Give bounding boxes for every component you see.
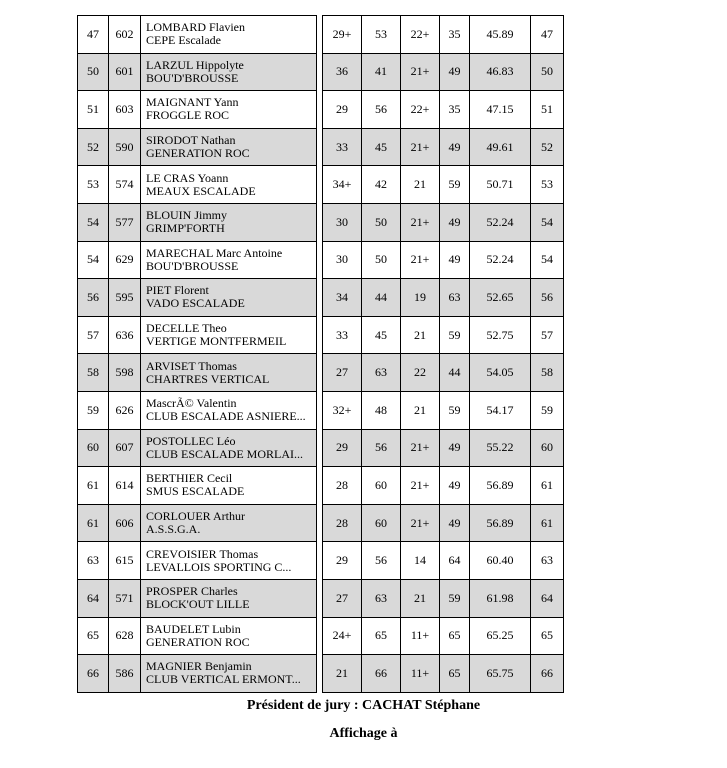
qualif1-result-cell: 30 (323, 203, 362, 241)
competitor-name: MAGNIER Benjamin (146, 659, 252, 674)
qualif2-result-cell: 21+ (401, 429, 440, 467)
rank-cell: 53 (78, 166, 109, 204)
score-cell: 56.89 (470, 467, 531, 505)
final-rank-cell: 53 (531, 166, 564, 204)
qualif2-result-cell: 21+ (401, 241, 440, 279)
qualif2-rank-cell: 49 (440, 53, 470, 91)
table-row (78, 504, 564, 542)
qualif2-result-cell: 14 (401, 542, 440, 580)
final-rank-cell: 66 (531, 655, 564, 693)
competitor-club: CEPE Escalade (146, 33, 221, 48)
table-row (78, 16, 564, 54)
qualif1-rank-cell: 50 (362, 241, 401, 279)
qualif1-result-cell: 33 (323, 128, 362, 166)
table-row (78, 467, 564, 505)
competitor-club: A.S.S.G.A. (146, 522, 201, 537)
bib-cell: 577 (109, 203, 141, 241)
bib-cell: 603 (109, 91, 141, 129)
qualif1-rank-cell: 42 (362, 166, 401, 204)
table-row (78, 53, 564, 91)
table-row (78, 91, 564, 129)
qualif1-result-cell: 28 (323, 467, 362, 505)
competitor-club: FROGGLE ROC (146, 108, 230, 123)
competitor-club: BOU'D'BROUSSE (146, 70, 239, 85)
qualif2-result-cell: 21+ (401, 53, 440, 91)
qualif2-result-cell: 21+ (401, 203, 440, 241)
competitor-club: CLUB ESCALADE ASNIERE... (146, 409, 306, 424)
table-row (78, 429, 564, 467)
competitor-cell (141, 542, 317, 580)
final-rank-cell: 51 (531, 91, 564, 129)
competitor-club: VERTIGE MONTFERMEIL (146, 334, 287, 349)
qualif1-rank-cell: 65 (362, 617, 401, 655)
qualif1-result-cell: 30 (323, 241, 362, 279)
competitor-cell (141, 504, 317, 542)
bib-cell: 601 (109, 53, 141, 91)
score-cell: 65.25 (470, 617, 531, 655)
competitor-cell (141, 354, 317, 392)
qualif2-rank-cell: 49 (440, 429, 470, 467)
qualif1-rank-cell: 50 (362, 203, 401, 241)
final-rank-cell: 52 (531, 128, 564, 166)
competitor-name: MascrÃ© Valentin (146, 396, 237, 411)
competitor-cell (141, 391, 317, 429)
results-table-body (78, 16, 564, 693)
qualif2-rank-cell: 65 (440, 617, 470, 655)
qualif1-result-cell: 36 (323, 53, 362, 91)
score-cell: 50.71 (470, 166, 531, 204)
rank-cell: 63 (78, 542, 109, 580)
qualif1-rank-cell: 56 (362, 429, 401, 467)
qualif1-rank-cell: 63 (362, 354, 401, 392)
competitor-name: PROSPER Charles (146, 584, 238, 599)
qualif2-rank-cell: 49 (440, 241, 470, 279)
competitor-club: MEAUX ESCALADE (146, 183, 256, 198)
qualif2-result-cell: 21+ (401, 128, 440, 166)
qualif1-result-cell: 34 (323, 279, 362, 317)
competitor-club: GENERATION ROC (146, 634, 250, 649)
qualif2-result-cell: 22+ (401, 16, 440, 54)
qualif2-result-cell: 21+ (401, 504, 440, 542)
final-rank-cell: 61 (531, 467, 564, 505)
competitor-club: CHARTRES VERTICAL (146, 371, 270, 386)
score-cell: 61.98 (470, 579, 531, 617)
qualif2-result-cell: 21 (401, 579, 440, 617)
qualif1-rank-cell: 56 (362, 542, 401, 580)
bib-cell: 607 (109, 429, 141, 467)
table-row (78, 579, 564, 617)
final-rank-cell: 61 (531, 504, 564, 542)
table-row (78, 316, 564, 354)
table-row (78, 391, 564, 429)
competitor-club: CLUB ESCALADE MORLAI... (146, 446, 304, 461)
qualif1-result-cell: 32+ (323, 391, 362, 429)
rank-cell: 54 (78, 241, 109, 279)
rank-cell: 64 (78, 579, 109, 617)
rank-cell: 60 (78, 429, 109, 467)
competitor-club: SMUS ESCALADE (146, 484, 245, 499)
rank-cell: 66 (78, 655, 109, 693)
bib-cell: 626 (109, 391, 141, 429)
competitor-cell (141, 128, 317, 166)
competitor-club: CLUB VERTICAL ERMONT... (146, 672, 301, 687)
qualif1-rank-cell: 45 (362, 316, 401, 354)
bib-cell: 615 (109, 542, 141, 580)
final-rank-cell: 59 (531, 391, 564, 429)
qualif1-result-cell: 29 (323, 91, 362, 129)
final-rank-cell: 60 (531, 429, 564, 467)
qualif2-rank-cell: 59 (440, 316, 470, 354)
score-cell: 46.83 (470, 53, 531, 91)
competitor-cell (141, 91, 317, 129)
score-cell: 47.15 (470, 91, 531, 129)
bib-cell: 602 (109, 16, 141, 54)
competitor-cell (141, 467, 317, 505)
qualif2-result-cell: 19 (401, 279, 440, 317)
table-row (78, 655, 564, 693)
competitor-name: BAUDELET Lubin (146, 621, 241, 636)
rank-cell: 59 (78, 391, 109, 429)
rank-cell: 47 (78, 16, 109, 54)
competitor-cell (141, 166, 317, 204)
competitor-name: ARVISET Thomas (146, 358, 237, 373)
score-cell: 65.75 (470, 655, 531, 693)
qualif2-result-cell: 11+ (401, 617, 440, 655)
results-table (77, 15, 564, 693)
bib-cell: 571 (109, 579, 141, 617)
qualif2-result-cell: 21 (401, 316, 440, 354)
rank-cell: 54 (78, 203, 109, 241)
final-rank-cell: 64 (531, 579, 564, 617)
jury-president: Président de jury : CACHAT Stéphane (246, 698, 481, 713)
qualif2-rank-cell: 63 (440, 279, 470, 317)
score-cell: 52.75 (470, 316, 531, 354)
bib-cell: 606 (109, 504, 141, 542)
competitor-name: CREVOISIER Thomas (146, 546, 259, 561)
competitor-cell (141, 279, 317, 317)
qualif2-rank-cell: 59 (440, 579, 470, 617)
table-row (78, 203, 564, 241)
qualif2-rank-cell: 35 (440, 91, 470, 129)
qualif1-result-cell: 28 (323, 504, 362, 542)
rank-cell: 61 (78, 467, 109, 505)
competitor-club: LEVALLOIS SPORTING C... (146, 559, 292, 574)
qualif2-rank-cell: 49 (440, 467, 470, 505)
competitor-cell (141, 617, 317, 655)
qualif1-result-cell: 33 (323, 316, 362, 354)
bib-cell: 586 (109, 655, 141, 693)
qualif1-rank-cell: 44 (362, 279, 401, 317)
competitor-club: BLOCK'OUT LILLE (146, 597, 250, 612)
table-row (78, 354, 564, 392)
qualif2-rank-cell: 35 (440, 16, 470, 54)
competitor-name: SIRODOT Nathan (146, 133, 236, 148)
qualif1-rank-cell: 63 (362, 579, 401, 617)
qualif2-result-cell: 21+ (401, 467, 440, 505)
score-cell: 49.61 (470, 128, 531, 166)
competitor-cell (141, 655, 317, 693)
qualif2-result-cell: 11+ (401, 655, 440, 693)
competitor-name: BLOUIN Jimmy (146, 208, 227, 223)
table-row (78, 279, 564, 317)
qualif1-result-cell: 27 (323, 354, 362, 392)
bib-cell: 598 (109, 354, 141, 392)
competitor-cell (141, 16, 317, 54)
competitor-cell (141, 316, 317, 354)
score-cell: 52.24 (470, 241, 531, 279)
qualif1-rank-cell: 48 (362, 391, 401, 429)
bib-cell: 636 (109, 316, 141, 354)
rank-cell: 50 (78, 53, 109, 91)
rank-cell: 58 (78, 354, 109, 392)
score-cell: 55.22 (470, 429, 531, 467)
score-cell: 52.24 (470, 203, 531, 241)
table-row (78, 166, 564, 204)
competitor-club: GRIMP'FORTH (146, 221, 225, 236)
final-rank-cell: 58 (531, 354, 564, 392)
competitor-name: PIET Florent (146, 283, 209, 298)
competitor-cell (141, 429, 317, 467)
rank-cell: 52 (78, 128, 109, 166)
rank-cell: 57 (78, 316, 109, 354)
qualif1-result-cell: 29+ (323, 16, 362, 54)
competitor-cell (141, 203, 317, 241)
competitor-name: MARECHAL Marc Antoine (146, 245, 283, 260)
qualif1-rank-cell: 56 (362, 91, 401, 129)
competitor-club: GENERATION ROC (146, 146, 250, 161)
competitor-cell (141, 53, 317, 91)
qualif1-rank-cell: 53 (362, 16, 401, 54)
qualif2-rank-cell: 49 (440, 203, 470, 241)
competitor-name: POSTOLLEC Léo (146, 433, 236, 448)
competitor-cell (141, 579, 317, 617)
competitor-name: DECELLE Theo (146, 321, 227, 336)
competitor-name: LARZUL Hippolyte (146, 57, 244, 72)
score-cell: 56.89 (470, 504, 531, 542)
bib-cell: 590 (109, 128, 141, 166)
qualif1-result-cell: 24+ (323, 617, 362, 655)
rank-cell: 65 (78, 617, 109, 655)
final-rank-cell: 54 (531, 203, 564, 241)
competitor-club: VADO ESCALADE (146, 296, 245, 311)
table-row (78, 542, 564, 580)
competitor-name: MAIGNANT Yann (146, 95, 239, 110)
competitor-cell (141, 241, 317, 279)
qualif1-result-cell: 34+ (323, 166, 362, 204)
bib-cell: 595 (109, 279, 141, 317)
qualif2-result-cell: 22+ (401, 91, 440, 129)
competitor-name: CORLOUER Arthur (146, 509, 245, 524)
qualif2-rank-cell: 49 (440, 504, 470, 542)
qualif2-rank-cell: 64 (440, 542, 470, 580)
qualif2-result-cell: 21 (401, 391, 440, 429)
qualif2-rank-cell: 59 (440, 391, 470, 429)
score-cell: 60.40 (470, 542, 531, 580)
qualif2-result-cell: 22 (401, 354, 440, 392)
qualif2-result-cell: 21 (401, 166, 440, 204)
score-cell: 45.89 (470, 16, 531, 54)
final-rank-cell: 54 (531, 241, 564, 279)
affichage-label: Affichage à (329, 726, 398, 741)
competitor-club: BOU'D'BROUSSE (146, 258, 239, 273)
final-rank-cell: 63 (531, 542, 564, 580)
rank-cell: 56 (78, 279, 109, 317)
rank-cell: 51 (78, 91, 109, 129)
bib-cell: 614 (109, 467, 141, 505)
qualif1-result-cell: 29 (323, 429, 362, 467)
competitor-name: BERTHIER Cecil (146, 471, 233, 486)
bib-cell: 629 (109, 241, 141, 279)
table-row (78, 128, 564, 166)
final-rank-cell: 50 (531, 53, 564, 91)
table-row (78, 617, 564, 655)
competitor-name: LE CRAS Yoann (146, 170, 229, 185)
qualif2-rank-cell: 49 (440, 128, 470, 166)
final-rank-cell: 56 (531, 279, 564, 317)
score-cell: 54.05 (470, 354, 531, 392)
score-cell: 52.65 (470, 279, 531, 317)
qualif1-rank-cell: 60 (362, 504, 401, 542)
competitor-name: LOMBARD Flavien (146, 20, 245, 35)
qualif1-rank-cell: 66 (362, 655, 401, 693)
qualif2-rank-cell: 65 (440, 655, 470, 693)
bib-cell: 574 (109, 166, 141, 204)
qualif1-result-cell: 27 (323, 579, 362, 617)
final-rank-cell: 57 (531, 316, 564, 354)
qualif1-result-cell: 29 (323, 542, 362, 580)
final-rank-cell: 65 (531, 617, 564, 655)
bib-cell: 628 (109, 617, 141, 655)
score-cell: 54.17 (470, 391, 531, 429)
table-row (78, 241, 564, 279)
qualif1-result-cell: 21 (323, 655, 362, 693)
rank-cell: 61 (78, 504, 109, 542)
qualif2-rank-cell: 44 (440, 354, 470, 392)
final-rank-cell: 47 (531, 16, 564, 54)
qualif1-rank-cell: 60 (362, 467, 401, 505)
qualif2-rank-cell: 59 (440, 166, 470, 204)
qualif1-rank-cell: 41 (362, 53, 401, 91)
qualif1-rank-cell: 45 (362, 128, 401, 166)
